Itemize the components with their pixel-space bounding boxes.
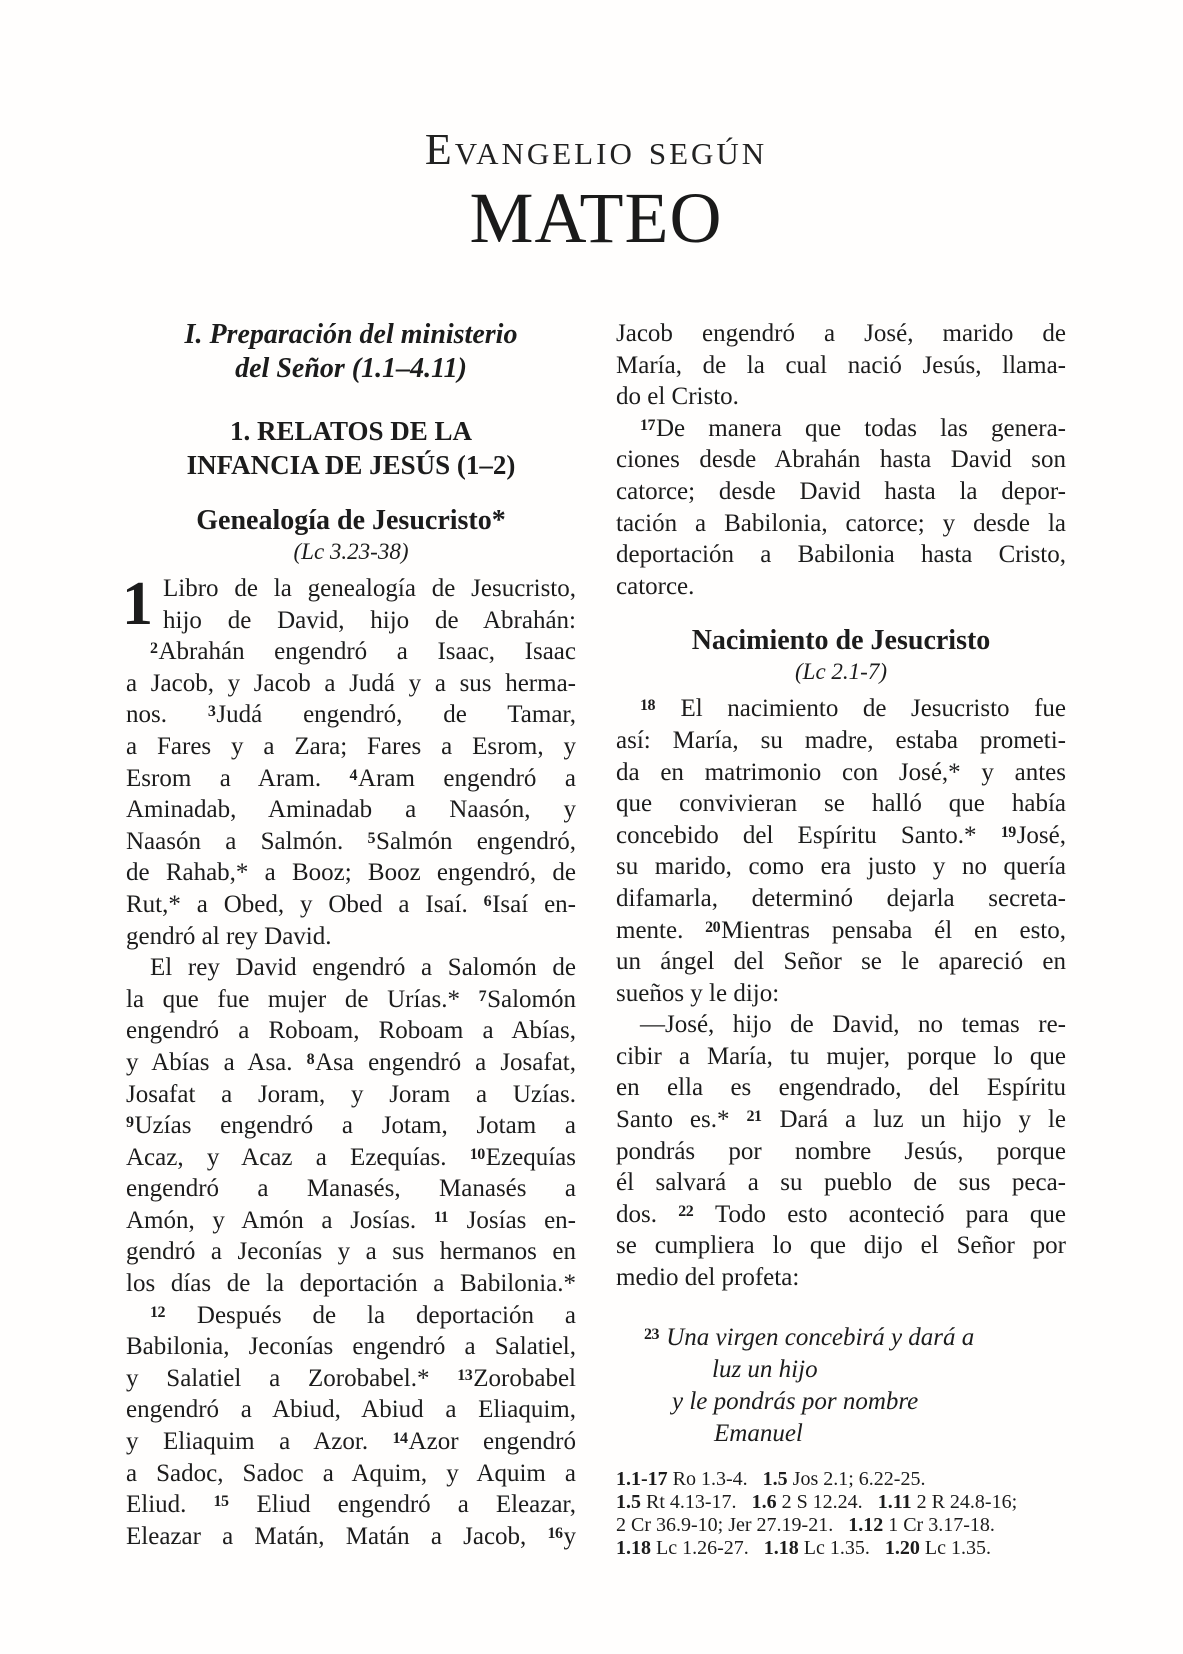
text-line: ciones desde Abrahán hasta David son — [616, 446, 1066, 474]
parallel-reference — [616, 658, 1066, 686]
text-line: El rey David engendró a Salomón de — [150, 954, 576, 982]
verse-paragraph — [126, 636, 576, 952]
footnote-line: 2 Cr 36.9-10; Jer 27.19-21. 1.12 1 Cr 3.17-18. — [616, 1513, 995, 1536]
verse-number: 3 — [207, 703, 216, 721]
poem-line: y le pondrás por nombre — [672, 1387, 919, 1415]
text-line: deportación a Babilonia hasta Cristo, — [616, 541, 1066, 569]
verse-number: 15 — [213, 1493, 229, 1511]
heading-line: 1. RELATOS DE LA — [229, 416, 473, 446]
verse-paragraph — [122, 570, 576, 638]
text-line: Naasón a Salmón. $^5$Salmón engendró, — [126, 827, 576, 855]
footnote-ref: 1.6 — [751, 1490, 777, 1513]
text-line: Rut,* a Obed, y Obed a Isaí. $^6$Isaí en- — [126, 890, 576, 918]
verse-paragraph — [616, 318, 1066, 413]
heading-line: del Señor (1.1–4.11) — [235, 353, 467, 384]
verse-number: 4 — [349, 766, 358, 784]
text-line: Acaz, y Acaz a Ezequías. $^{10}$Ezequías — [126, 1143, 576, 1171]
column-left — [122, 318, 577, 1560]
heading-line: I. Preparación del ministerio — [184, 319, 518, 350]
pericope-heading — [616, 624, 1066, 658]
text-line: $^9$Uzías engendró a Jotam, Jotam a — [126, 1112, 576, 1140]
verse-paragraph — [616, 1009, 1066, 1293]
footnote-ref: 1.18 — [763, 1536, 799, 1559]
footnote-ref: 1.1-17 — [616, 1467, 668, 1490]
text-line: Babilonia, Jeconías engendró a Salatiel, — [126, 1333, 576, 1361]
poem-line: Emanuel — [714, 1419, 803, 1447]
text-line: un ángel del Señor se le apareció en — [616, 948, 1066, 976]
verse-paragraph — [126, 952, 576, 1300]
text-line: $^2$Abrahán engendró a Isaac, Isaac — [150, 638, 576, 666]
verse-number: 19 — [1000, 823, 1016, 841]
verse-number: 17 — [640, 416, 655, 434]
verse-number: 5 — [367, 829, 376, 847]
page-content — [122, 0, 1066, 1560]
footnote-ref: 1.5 — [616, 1490, 641, 1513]
verse-number: 6 — [483, 892, 492, 910]
text-line: la que fue mujer de Urías.* $^7$Salomón — [126, 985, 576, 1013]
text-line: su marido, como era justo y no quería — [616, 853, 1066, 881]
verse-number: 10 — [469, 1145, 485, 1163]
footnote-line: 1.1-17 Ro 1.3-4. 1.5 Jos 2.1; 6.22-25. — [616, 1467, 926, 1490]
text-line: engendró a Abiud, Abiud a Eliaquim, — [126, 1396, 576, 1424]
heading-line: (Lc 3.23-38) — [293, 539, 409, 564]
text-line: a Sadoc, Sadoc a Aquim, y Aquim a — [126, 1459, 576, 1487]
pericope-heading — [126, 504, 576, 538]
verse-number: 2 — [150, 640, 158, 658]
text-line: hijo de David, hijo de Abrahán: — [163, 606, 576, 634]
poem-line: luz un hijo — [712, 1355, 818, 1383]
verse-number: 12 — [150, 1303, 165, 1321]
text-line: $^{18}$ El nacimiento de Jesucristo fue — [640, 695, 1066, 723]
text-line: dos. $^{22}$ Todo esto aconteció para que — [616, 1200, 1066, 1228]
text-line: los días de la deportación a Babilonia.* — [126, 1270, 576, 1298]
quotation-poem — [616, 1322, 1066, 1450]
verse-number: 18 — [640, 697, 655, 715]
text-line: medio del profeta: — [616, 1264, 800, 1292]
verse-number: 20 — [705, 918, 721, 936]
text-line: Esrom a Aram. $^4$Aram engendró a — [126, 764, 576, 792]
text-line: Josafat a Joram, y Joram a Uzías. — [126, 1080, 576, 1108]
heading-line: INFANCIA DE JESÚS (1–2) — [186, 450, 516, 480]
text-line: gendró a Jeconías y a sus hermanos en — [126, 1238, 576, 1266]
verse-paragraph — [616, 413, 1066, 603]
text-line: Amón, y Amón a Josías. $^{11}$ Josías en- — [126, 1206, 576, 1234]
text-line: que convivieran se halló que había — [616, 790, 1066, 818]
book-header — [126, 0, 1066, 256]
text-line: Aminadab, Aminadab a Naasón, y — [126, 796, 576, 824]
poem-line: $^{23}$ Una virgen concebirá y dará a — [644, 1323, 975, 1351]
footnote-ref: 1.18 — [616, 1536, 651, 1559]
text-line: de Rahab,* a Booz; Booz engendró, de — [126, 859, 576, 887]
text-line: $^{17}$De manera que todas las genera- — [640, 414, 1066, 442]
column-right — [616, 318, 1066, 1560]
text-line: catorce. — [616, 572, 695, 600]
verse-number: 23 — [644, 1325, 659, 1343]
text-line: —José, hijo de David, no temas re- — [640, 1011, 1066, 1039]
section-heading — [126, 414, 576, 482]
text-line: catorce; desde David hasta la depor- — [616, 477, 1066, 505]
verse-number: 11 — [433, 1208, 448, 1226]
chapter-number: 1 — [122, 570, 153, 638]
text-line: y Eliaquim a Azor. $^{14}$Azor engendró — [126, 1428, 576, 1456]
verse-paragraph — [616, 693, 1066, 1009]
text-line: a Jacob, y Jacob a Judá y a sus herma- — [126, 669, 576, 697]
verse-number: 22 — [678, 1202, 694, 1220]
verse-number: 21 — [746, 1108, 762, 1126]
heading-line: Nacimiento de Jesucristo — [691, 625, 991, 657]
text-line: a Fares y a Zara; Fares a Esrom, y — [126, 732, 576, 760]
text-line: Libro de la genealogía de Jesucristo, — [163, 575, 576, 602]
heading-line: Genealogía de Jesucristo* — [196, 505, 506, 536]
verse-number: 8 — [306, 1050, 315, 1068]
cross-references — [616, 1468, 1066, 1560]
text-line: sueños y le dijo: — [616, 979, 780, 1007]
text-line: $^{12}$ Después de la deportación a — [150, 1301, 576, 1329]
text-line: engendró a Roboam, Roboam a Abías, — [126, 1017, 576, 1045]
parallel-reference — [126, 538, 576, 566]
text-line: se cumpliera lo que dijo el Señor por — [616, 1232, 1066, 1260]
text-line: gendró al rey David. — [126, 922, 332, 950]
text-line: engendró a Manasés, Manasés a — [126, 1175, 576, 1203]
footnote-ref: 1.12 — [848, 1513, 884, 1536]
text-line: do el Cristo. — [616, 383, 739, 411]
book-title: MATEO — [469, 178, 723, 258]
text-line: Jacob engendró a José, marido de — [616, 320, 1066, 347]
text-line: cibir a María, tu mujer, porque lo que — [616, 1042, 1066, 1070]
text-line: concebido del Espíritu Santo.* $^{19}$José, — [616, 821, 1066, 849]
text-line: en ella es engendrado, del Espíritu — [616, 1074, 1066, 1102]
verse-number: 13 — [457, 1366, 473, 1384]
text-line: Eliud. $^{15}$ Eliud engendró a Eleazar, — [126, 1491, 577, 1519]
text-line: y Abías a Asa. $^8$Asa engendró a Josafat, — [126, 1048, 577, 1076]
footnote-line: 1.18 Lc 1.26-27. 1.18 Lc 1.35. 1.20 Lc 1.35. — [616, 1536, 991, 1559]
footnote-ref: 1.11 — [877, 1490, 912, 1513]
text-line: él salvará a su pueblo de sus peca- — [616, 1169, 1066, 1197]
division-heading — [126, 318, 576, 386]
text-line: nos. $^3$Judá engendró, de Tamar, — [126, 701, 576, 729]
text-line: Eleazar a Matán, Matán a Jacob, $^{16}$y — [126, 1522, 576, 1550]
text-line: da en matrimonio con José,* y antes — [616, 758, 1066, 786]
footnote-line: 1.5 Rt 4.13-17. 1.6 2 S 12.24. 1.11 2 R 24.8-16; — [616, 1490, 1018, 1513]
footnote-ref: 1.5 — [762, 1467, 788, 1490]
text-line: María, de la cual nació Jesús, llama- — [616, 351, 1066, 379]
text-columns — [122, 318, 1066, 1560]
verse-paragraph — [126, 1300, 576, 1553]
book-supertitle: Evangelio según — [424, 125, 768, 174]
text-line: pondrás por nombre Jesús, porque — [616, 1137, 1066, 1165]
text-line: Santo es.* $^{21}$ Dará a luz un hijo y le — [616, 1106, 1066, 1134]
verse-number: 14 — [392, 1430, 408, 1448]
text-line: mente. $^{20}$Mientras pensaba él en esto, — [616, 916, 1066, 944]
text-line: y Salatiel a Zorobabel.* $^{13}$Zorobabel — [126, 1364, 576, 1392]
verse-number: 16 — [547, 1524, 563, 1542]
text-line: difamarla, determinó dejarla secreta- — [616, 884, 1066, 912]
text-line: tación a Babilonia, catorce; y desde la — [616, 509, 1066, 537]
verse-number: 7 — [478, 987, 487, 1005]
text-line: así: María, su madre, estaba prometi- — [616, 726, 1066, 754]
footnote-ref: 1.20 — [884, 1536, 920, 1559]
verse-number: 9 — [126, 1114, 134, 1132]
heading-line: (Lc 2.1-7) — [795, 659, 887, 685]
